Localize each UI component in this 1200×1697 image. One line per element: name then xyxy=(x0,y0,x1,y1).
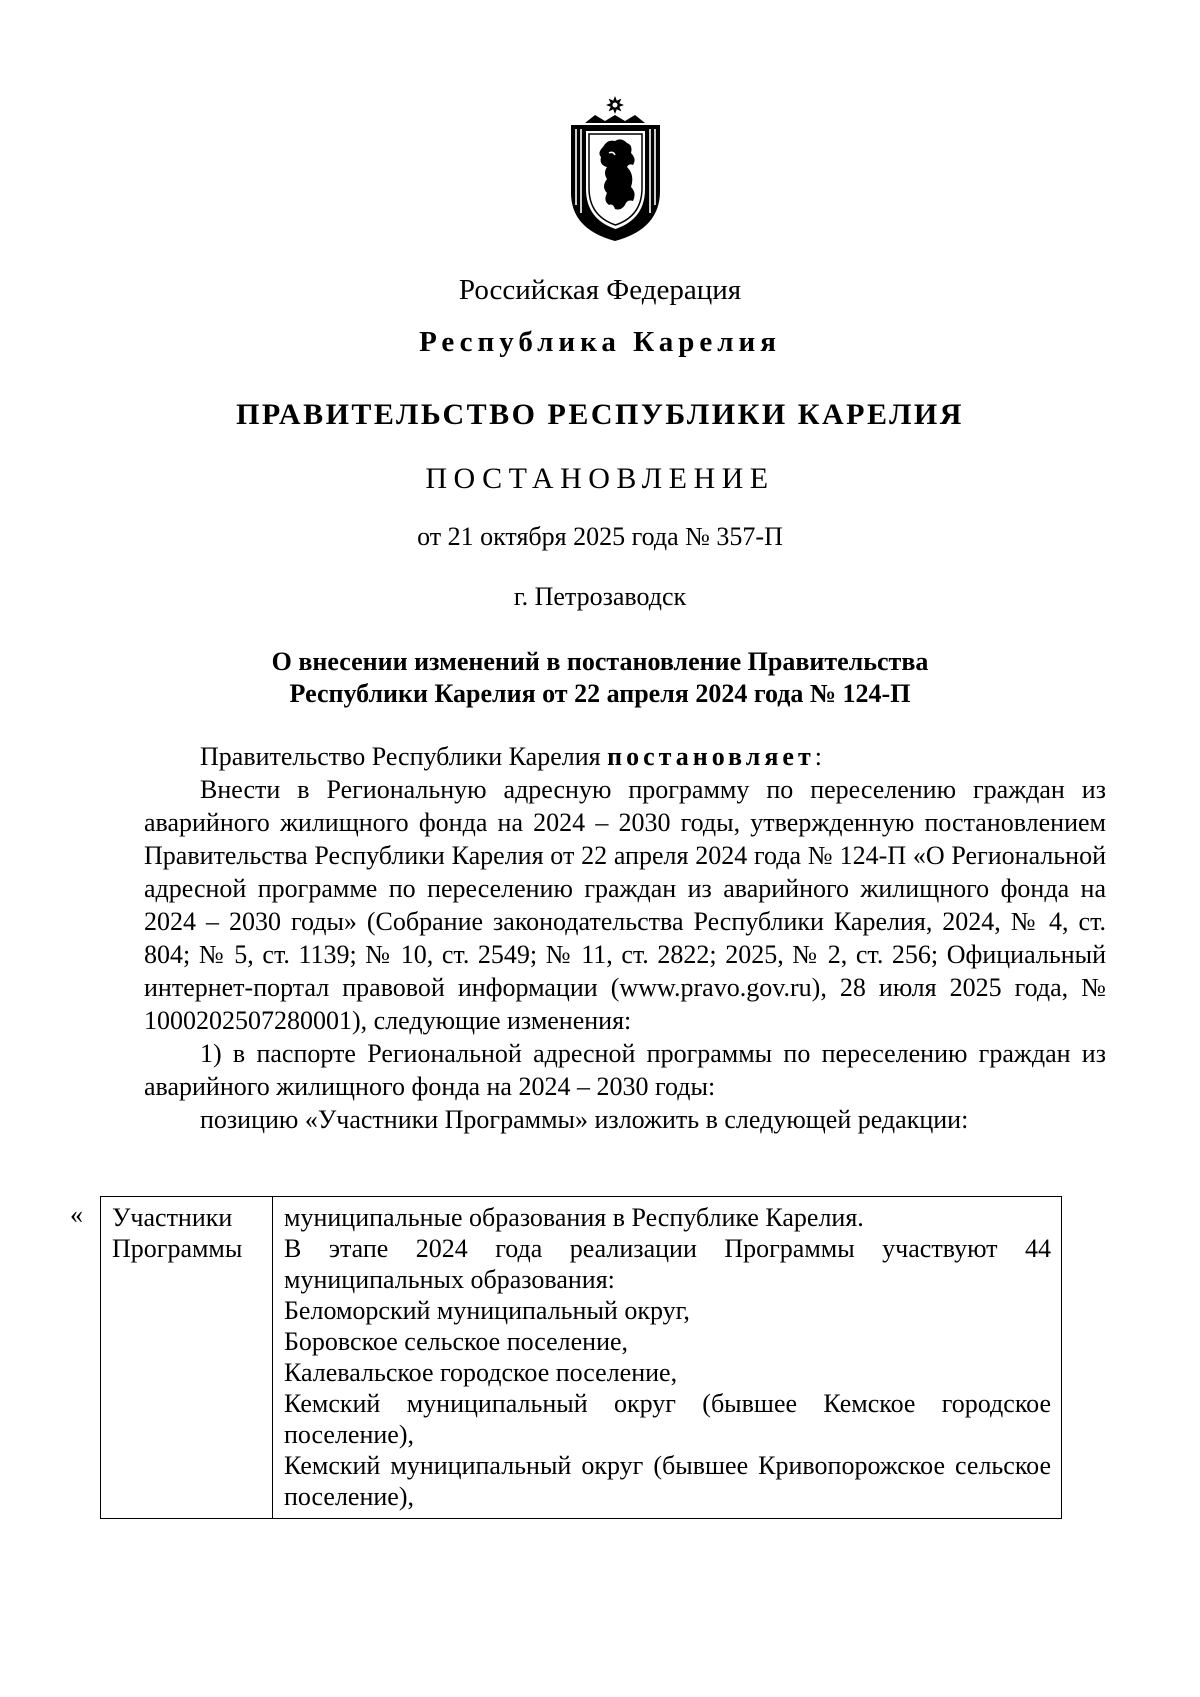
paragraph-position: позицию «Участники Программы» изложить в следующей редакции: xyxy=(200,1105,969,1134)
government-name: ПРАВИТЕЛЬСТВО РЕСПУБЛИКИ КАРЕЛИЯ xyxy=(236,398,964,431)
karelia-coat-of-arms-icon xyxy=(563,95,668,243)
list-item: Боровское сельское поселение, xyxy=(284,1327,629,1356)
list-item: муниципальные образования в Республике Карелия. xyxy=(284,1203,864,1232)
republic-name: Республика Карелия xyxy=(419,326,781,358)
paragraph-item-1: 1) в паспорте Региональной адресной программы по переселению граждан из аварийного жилищного фонда на 2024 – 2030 годы: xyxy=(144,1039,1106,1101)
table-row xyxy=(101,1197,1062,1519)
decree-city: г. Петрозаводск xyxy=(513,582,687,611)
list-item: Кемский муниципальный округ (бывшее Кривопорожское сельское поселение), xyxy=(284,1451,1051,1511)
decree-title-line-2: Республики Карелия от 22 апреля 2024 года № 124-П xyxy=(289,679,911,708)
list-item: Беломорский муниципальный округ, xyxy=(284,1296,690,1325)
intro-paragraph xyxy=(144,740,1106,773)
decree-title-line-1: О внесении изменений в постановление Правительства xyxy=(271,647,929,676)
passport-table xyxy=(100,1196,1062,1519)
list-item: Калевальское городское поселение, xyxy=(284,1358,678,1387)
participants-value-cell xyxy=(273,1197,1062,1519)
decree-body xyxy=(144,740,1106,1136)
intro-prefix: Правительство Республики Карелия xyxy=(200,742,608,771)
list-item: В этапе 2024 года реализации Программы участвуют 44 муниципальных образования: xyxy=(284,1234,1051,1294)
decree-title xyxy=(0,646,1200,710)
intro-resolves: постановляет xyxy=(607,742,815,771)
list-item: Кемский муниципальный округ (бывшее Кемское городское поселение), xyxy=(284,1389,1051,1449)
decree-date-number: от 21 октября 2025 года № 357-П xyxy=(417,522,783,551)
decree-type: ПОСТАНОВЛЕНИЕ xyxy=(425,462,775,495)
paragraph-amendment: Внести в Региональную адресную программу по переселению граждан из аварийного жилищного фонда на 2024 – 2030 годы, утвержденную постановлением Правительства Республики Карелия от 22 апреля 2024 года № 124-П «О Региональной адресной программе по переселению граждан из аварийного жилищного фонда на 2024 – 2030 годы» (Собрание законодательства Республики Карелия, 2024, № 4, ст. 804; № 5, ст. 1139; № 10, ст. 2549; № 11, ст. 2822; 2025, № 2, ст. 256; Официальный интернет-портал правовой информации (www.pravo.gov.ru), 28 июля 2025 года, № 1000202507280001), следующие изменения: xyxy=(144,775,1106,1035)
table-open-quote: « xyxy=(70,1200,83,1229)
participants-label-cell: Участники Программы xyxy=(101,1197,273,1519)
federation-name: Российская Федерация xyxy=(458,274,742,306)
intro-suffix: : xyxy=(814,742,822,771)
